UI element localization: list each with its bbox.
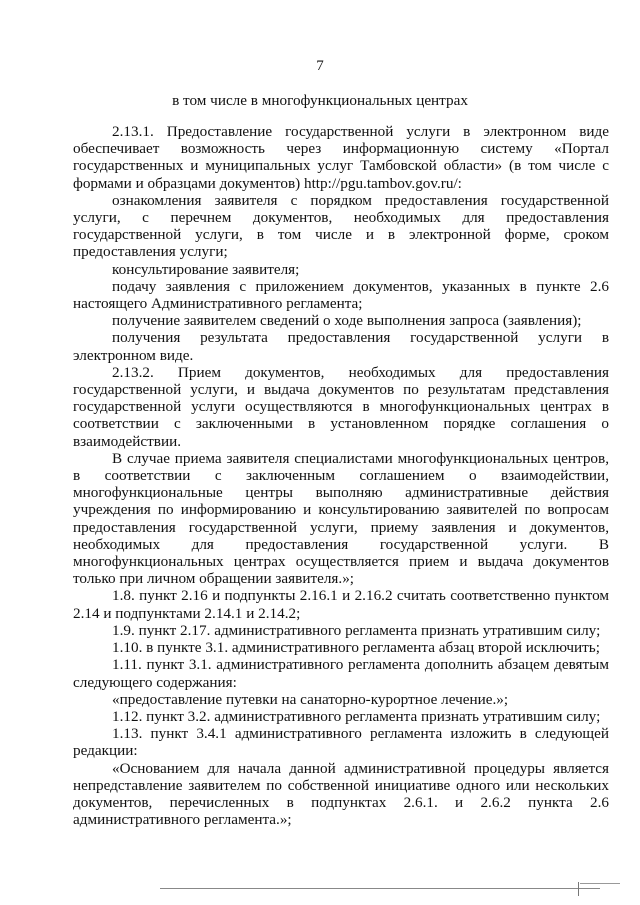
paragraph-1-11: 1.11. пункт 3.1. административного регламента дополнить абзацем девятым следующего содержания: bbox=[73, 656, 609, 691]
paragraph-1-10: 1.10. в пункте 3.1. административного регламента абзац второй исключить; bbox=[112, 639, 600, 657]
paragraph-1-8: 1.8. пункт 2.16 и подпункты 2.16.1 и 2.16.2 считать соответственно пунктом 2.14 и подпунктами 2.14.1 и 2.14.2; bbox=[73, 587, 609, 622]
document-body bbox=[73, 123, 609, 828]
paragraph-1-9: 1.9. пункт 2.17. административного регламента признать утратившим силу; bbox=[112, 621, 601, 639]
page-number: 7 bbox=[316, 58, 324, 74]
paragraph-1-13: 1.13. пункт 3.4.1 административного регламента изложить в следующей редакции: bbox=[73, 725, 609, 760]
bottom-scan-line-right bbox=[580, 883, 620, 884]
paragraph-basis: «Основанием для начала данной административной процедуры является непредставление заявителем по собственной инициативе одного или нескольких документов, перечисленных в подпунктах 2.6.1. и 2.6.2 пункта 2.6 административного регламента.»; bbox=[73, 759, 609, 829]
paragraph-1-12: 1.12. пункт 3.2. административного регламента признать утратившим силу; bbox=[112, 707, 601, 725]
section-heading-continuation: в том числе в многофункциональных центрах bbox=[172, 92, 468, 109]
paragraph-2-13-2: 2.13.2. Прием документов, необходимых для предоставления государственной услуги, и выдача документов по результатам представления государственной услуги осуществляются в многофункциональных центрах в соответствии с заключенными в установленном порядке соглашения о взаимодействии. bbox=[73, 363, 609, 450]
bottom-scan-line bbox=[160, 888, 600, 889]
paragraph-mfc: В случае приема заявителя специалистами многофункциональных центров, в соответствии с заключенным соглашением о взаимодействии, многофункциональные центры выполняю административные действия учреждения по информированию и консультированию заявителей по вопросам предоставления государственной услуги, приему заявления и документов, необходимых для предоставления государственной услуги. В многофункциональных центрах осуществляется прием и выдача документов только при личном обращении заявителя.»; bbox=[73, 449, 609, 588]
paragraph-2-13-1: 2.13.1. Предоставление государственной услуги в электронном виде обеспечивает возможность через информационную систему «Портал государственных и муниципальных услуг Тамбовской области» (в том числе с формами и образцами документов) http://pgu.tambov.gov.ru/: bbox=[73, 123, 609, 192]
bottom-scan-tick bbox=[578, 882, 579, 896]
paragraph-familiarization: ознакомления заявителя с порядком предоставления государственной услуги, с перечнем документов, необходимых для предоставления государственной услуги, в том числе и в электронной форме, сроком предоставления услуги; bbox=[73, 191, 609, 261]
paragraph-consulting: консультирование заявителя; bbox=[112, 260, 300, 278]
paragraph-result: получения результата предоставления государственной услуги в электронном виде. bbox=[73, 329, 609, 364]
paragraph-status-info: получение заявителем сведений о ходе выполнения запроса (заявления); bbox=[112, 312, 582, 330]
paragraph-sanatorium: «предоставление путевки на санаторно-курортное лечение.»; bbox=[112, 690, 509, 708]
paragraph-submission: подачу заявления с приложением документов, указанных в пункте 2.6 настоящего Административного регламента; bbox=[73, 277, 609, 313]
